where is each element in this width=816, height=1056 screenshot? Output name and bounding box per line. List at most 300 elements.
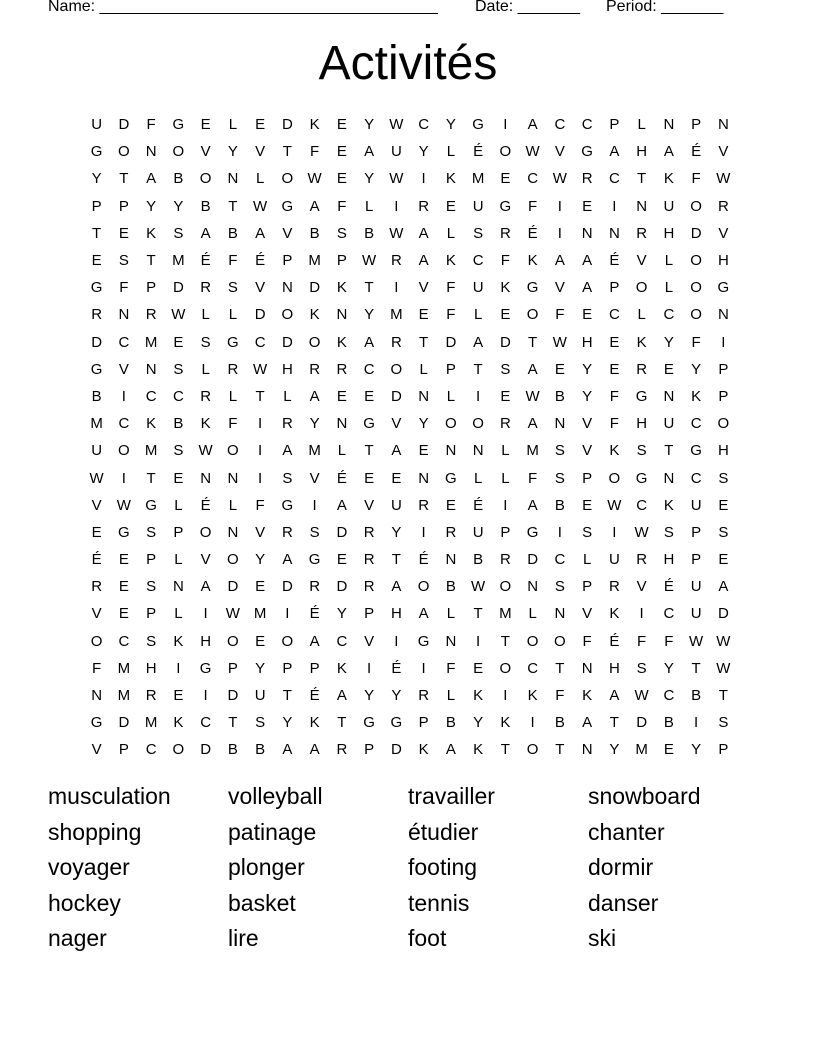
grid-cell[interactable]: G [363, 714, 375, 732]
grid-cell[interactable]: V [636, 578, 647, 596]
grid-cell[interactable]: H [663, 224, 675, 242]
grid-cell[interactable]: W [471, 578, 486, 596]
grid-cell[interactable]: E [500, 170, 511, 188]
grid-cell[interactable]: N [663, 116, 675, 134]
grid-cell[interactable]: K [336, 659, 347, 677]
grid-cell[interactable]: H [663, 551, 675, 569]
grid-cell[interactable]: S [173, 360, 184, 378]
grid-cell[interactable]: T [664, 442, 674, 460]
grid-cell[interactable]: D [636, 714, 648, 732]
grid-cell[interactable]: L [582, 551, 592, 569]
grid-cell[interactable]: M [499, 605, 512, 623]
grid-cell[interactable]: T [473, 605, 483, 623]
grid-cell[interactable]: H [608, 659, 620, 677]
grid-cell[interactable]: A [146, 170, 157, 188]
grid-cell[interactable]: G [635, 387, 648, 405]
grid-cell[interactable]: E [554, 360, 565, 378]
grid-cell[interactable]: H [717, 442, 729, 460]
grid-cell[interactable]: W [253, 197, 268, 215]
grid-cell[interactable]: F [446, 306, 456, 324]
grid-cell[interactable]: F [500, 252, 510, 270]
grid-cell[interactable]: D [445, 333, 457, 351]
grid-cell[interactable]: P [173, 523, 184, 541]
grid-cell[interactable]: N [663, 387, 675, 405]
grid-cell[interactable]: D [527, 551, 539, 569]
grid-cell[interactable]: S [227, 279, 238, 297]
grid-cell[interactable]: R [363, 523, 375, 541]
grid-cell[interactable]: F [555, 306, 565, 324]
grid-cell[interactable]: V [255, 279, 266, 297]
grid-cell[interactable]: W [253, 360, 268, 378]
grid-cell[interactable]: O [390, 360, 403, 378]
grid-cell[interactable]: E [473, 659, 484, 677]
grid-cell[interactable]: O [90, 632, 103, 650]
grid-cell[interactable]: A [200, 224, 211, 242]
grid-cell[interactable]: A [364, 143, 375, 161]
grid-cell[interactable]: N [445, 551, 457, 569]
grid-cell[interactable]: O [526, 632, 539, 650]
grid-cell[interactable]: R [499, 551, 511, 569]
grid-cell[interactable]: O [554, 632, 566, 650]
grid-cell[interactable]: N [336, 415, 348, 433]
grid-cell[interactable]: P [691, 523, 702, 541]
grid-cell[interactable]: U [663, 415, 675, 433]
grid-cell[interactable]: E [418, 442, 429, 460]
grid-cell[interactable]: R [418, 197, 430, 215]
grid-cell[interactable]: G [717, 279, 730, 297]
grid-cell[interactable]: V [582, 605, 593, 623]
grid-cell[interactable]: O [499, 659, 512, 677]
grid-cell[interactable]: I [612, 197, 617, 215]
grid-cell[interactable]: N [717, 116, 729, 134]
grid-cell[interactable]: H [390, 605, 402, 623]
grid-cell[interactable]: G [172, 116, 185, 134]
grid-cell[interactable]: L [228, 496, 238, 514]
grid-cell[interactable]: W [116, 496, 131, 514]
grid-cell[interactable]: C [418, 116, 430, 134]
grid-cell[interactable]: U [472, 279, 484, 297]
grid-cell[interactable]: W [389, 170, 404, 188]
grid-cell[interactable]: F [337, 197, 347, 215]
grid-cell[interactable]: C [608, 306, 620, 324]
grid-cell[interactable]: R [309, 578, 321, 596]
grid-cell[interactable]: N [581, 224, 593, 242]
grid-cell[interactable]: M [144, 442, 158, 460]
grid-cell[interactable]: T [146, 252, 156, 270]
grid-cell[interactable]: I [503, 116, 508, 134]
grid-cell[interactable]: G [118, 523, 130, 541]
grid-cell[interactable]: W [525, 387, 540, 405]
grid-cell[interactable]: S [718, 523, 729, 541]
grid-cell[interactable]: F [664, 632, 674, 650]
grid-cell[interactable]: E [609, 360, 620, 378]
grid-cell[interactable]: S [636, 442, 647, 460]
grid-cell[interactable]: G [472, 116, 484, 134]
grid-cell[interactable]: O [635, 279, 648, 297]
grid-cell[interactable]: E [582, 197, 593, 215]
grid-cell[interactable]: R [608, 578, 620, 596]
grid-cell[interactable]: N [581, 741, 593, 759]
grid-cell[interactable]: C [472, 252, 484, 270]
grid-cell[interactable]: T [718, 687, 728, 705]
grid-cell[interactable]: S [718, 469, 729, 487]
grid-cell[interactable]: S [336, 224, 347, 242]
grid-cell[interactable]: I [721, 333, 726, 351]
grid-cell[interactable]: F [446, 659, 456, 677]
grid-cell[interactable]: W [634, 687, 649, 705]
grid-cell[interactable]: Y [691, 741, 702, 759]
grid-cell[interactable]: L [664, 252, 674, 270]
grid-cell[interactable]: U [690, 605, 702, 623]
grid-cell[interactable]: C [118, 333, 130, 351]
grid-cell[interactable]: Y [255, 659, 266, 677]
grid-cell[interactable]: I [557, 224, 562, 242]
grid-cell[interactable]: M [144, 714, 158, 732]
grid-cell[interactable]: S [309, 523, 320, 541]
grid-cell[interactable]: T [119, 170, 129, 188]
grid-cell[interactable]: P [227, 659, 238, 677]
grid-cell[interactable]: K [173, 632, 184, 650]
grid-cell[interactable]: W [198, 442, 213, 460]
grid-cell[interactable]: I [367, 659, 372, 677]
grid-cell[interactable]: C [145, 741, 157, 759]
grid-cell[interactable]: N [172, 578, 184, 596]
grid-cell[interactable]: M [526, 442, 539, 460]
grid-cell[interactable]: W [525, 143, 540, 161]
grid-cell[interactable]: N [200, 469, 212, 487]
grid-cell[interactable]: P [718, 360, 729, 378]
grid-cell[interactable]: Y [391, 687, 402, 705]
grid-cell[interactable]: Y [609, 741, 620, 759]
grid-cell[interactable]: B [554, 387, 565, 405]
grid-cell[interactable]: I [530, 714, 535, 732]
grid-cell[interactable]: K [609, 605, 620, 623]
grid-cell[interactable]: R [91, 578, 103, 596]
grid-cell[interactable]: O [281, 306, 294, 324]
grid-cell[interactable]: L [283, 387, 292, 405]
grid-cell[interactable]: H [581, 333, 593, 351]
grid-cell[interactable]: I [503, 496, 508, 514]
grid-cell[interactable]: G [90, 714, 103, 732]
period-field-label[interactable]: Period: _______ [606, 0, 724, 15]
grid-cell[interactable]: O [172, 741, 185, 759]
grid-cell[interactable]: V [364, 632, 375, 650]
grid-cell[interactable]: P [445, 360, 456, 378]
grid-cell[interactable]: N [445, 442, 457, 460]
grid-cell[interactable]: C [663, 306, 675, 324]
grid-cell[interactable]: É [255, 252, 266, 270]
grid-cell[interactable]: M [172, 252, 185, 270]
grid-cell[interactable]: U [254, 687, 266, 705]
grid-cell[interactable]: W [716, 170, 731, 188]
grid-cell[interactable]: K [473, 741, 484, 759]
grid-cell[interactable]: L [446, 387, 456, 405]
grid-cell[interactable]: R [281, 415, 293, 433]
grid-cell[interactable]: N [336, 306, 348, 324]
grid-cell[interactable]: R [418, 687, 430, 705]
grid-cell[interactable]: É [309, 687, 320, 705]
grid-cell[interactable]: Y [255, 551, 266, 569]
grid-cell[interactable]: A [609, 687, 620, 705]
grid-cell[interactable]: E [173, 469, 184, 487]
grid-cell[interactable]: P [118, 197, 129, 215]
grid-cell[interactable]: V [718, 224, 729, 242]
grid-cell[interactable]: A [418, 605, 429, 623]
grid-cell[interactable]: I [421, 659, 426, 677]
grid-cell[interactable]: A [473, 333, 484, 351]
grid-cell[interactable]: H [200, 632, 212, 650]
grid-cell[interactable]: O [227, 632, 239, 650]
grid-cell[interactable]: K [500, 714, 511, 732]
grid-cell[interactable]: P [718, 741, 729, 759]
grid-cell[interactable]: A [282, 442, 293, 460]
grid-cell[interactable]: C [118, 415, 130, 433]
grid-cell[interactable]: I [476, 387, 481, 405]
grid-cell[interactable]: N [527, 578, 539, 596]
grid-cell[interactable]: K [309, 306, 320, 324]
grid-cell[interactable]: L [228, 306, 238, 324]
grid-cell[interactable]: S [718, 714, 729, 732]
grid-cell[interactable]: S [173, 442, 184, 460]
grid-cell[interactable]: B [255, 741, 266, 759]
grid-cell[interactable]: E [336, 551, 347, 569]
grid-cell[interactable]: I [203, 605, 208, 623]
grid-cell[interactable]: K [418, 741, 429, 759]
grid-cell[interactable]: N [227, 469, 239, 487]
grid-cell[interactable]: P [364, 605, 375, 623]
grid-cell[interactable]: F [528, 197, 538, 215]
grid-cell[interactable]: A [282, 741, 293, 759]
grid-cell[interactable]: P [282, 252, 293, 270]
grid-cell[interactable]: É [200, 496, 211, 514]
grid-cell[interactable]: T [228, 197, 238, 215]
grid-cell[interactable]: N [145, 143, 157, 161]
grid-cell[interactable]: D [281, 333, 293, 351]
grid-cell[interactable]: F [691, 333, 701, 351]
grid-cell[interactable]: N [281, 279, 293, 297]
grid-cell[interactable]: E [118, 551, 129, 569]
grid-cell[interactable]: M [90, 415, 103, 433]
grid-cell[interactable]: V [391, 415, 402, 433]
grid-cell[interactable]: Y [173, 197, 184, 215]
grid-cell[interactable]: C [663, 605, 675, 623]
word-search-grid[interactable] [83, 111, 737, 764]
grid-cell[interactable]: É [609, 632, 620, 650]
grid-cell[interactable]: S [146, 578, 157, 596]
grid-cell[interactable]: A [582, 252, 593, 270]
grid-cell[interactable]: V [309, 469, 320, 487]
grid-cell[interactable]: H [145, 659, 157, 677]
grid-cell[interactable]: L [446, 224, 456, 242]
grid-cell[interactable]: F [528, 469, 538, 487]
grid-cell[interactable]: I [285, 605, 290, 623]
grid-cell[interactable]: A [309, 387, 320, 405]
grid-cell[interactable]: K [173, 714, 184, 732]
grid-cell[interactable]: A [418, 224, 429, 242]
grid-cell[interactable]: L [637, 116, 646, 134]
grid-cell[interactable]: N [472, 442, 484, 460]
grid-cell[interactable]: V [91, 741, 102, 759]
grid-cell[interactable]: I [394, 197, 399, 215]
grid-cell[interactable]: L [501, 469, 510, 487]
grid-cell[interactable]: E [609, 333, 620, 351]
grid-cell[interactable]: R [445, 523, 457, 541]
grid-cell[interactable]: N [145, 360, 157, 378]
grid-cell[interactable]: P [146, 279, 157, 297]
grid-cell[interactable]: A [527, 360, 538, 378]
grid-cell[interactable]: V [364, 496, 375, 514]
grid-cell[interactable]: N [227, 523, 239, 541]
grid-cell[interactable]: S [255, 714, 266, 732]
grid-cell[interactable]: A [309, 632, 320, 650]
grid-cell[interactable]: I [394, 632, 399, 650]
grid-cell[interactable]: G [281, 197, 294, 215]
grid-cell[interactable]: C [145, 387, 157, 405]
grid-cell[interactable]: P [146, 551, 157, 569]
grid-cell[interactable]: L [174, 605, 183, 623]
grid-cell[interactable]: B [691, 687, 702, 705]
grid-cell[interactable]: I [176, 659, 181, 677]
grid-cell[interactable]: H [281, 360, 293, 378]
grid-cell[interactable]: É [609, 252, 620, 270]
grid-cell[interactable]: O [417, 578, 430, 596]
grid-cell[interactable]: U [390, 496, 402, 514]
grid-cell[interactable]: W [607, 496, 622, 514]
grid-cell[interactable]: B [173, 170, 184, 188]
grid-cell[interactable]: R [390, 252, 402, 270]
grid-cell[interactable]: E [255, 578, 266, 596]
grid-cell[interactable]: R [636, 224, 648, 242]
grid-cell[interactable]: R [336, 741, 348, 759]
grid-cell[interactable]: M [117, 687, 131, 705]
grid-cell[interactable]: A [309, 197, 320, 215]
grid-cell[interactable]: G [227, 333, 239, 351]
grid-cell[interactable]: D [390, 387, 402, 405]
grid-cell[interactable]: V [255, 523, 266, 541]
grid-cell[interactable]: U [91, 442, 103, 460]
grid-cell[interactable]: R [418, 496, 430, 514]
grid-cell[interactable]: G [390, 714, 403, 732]
grid-cell[interactable]: G [281, 496, 294, 514]
grid-cell[interactable]: S [582, 523, 593, 541]
grid-cell[interactable]: L [174, 551, 183, 569]
grid-cell[interactable]: T [500, 741, 510, 759]
grid-cell[interactable]: L [228, 387, 238, 405]
grid-cell[interactable]: N [445, 632, 457, 650]
grid-cell[interactable]: B [445, 578, 456, 596]
grid-cell[interactable]: P [691, 116, 702, 134]
grid-cell[interactable]: F [92, 659, 102, 677]
grid-cell[interactable]: D [281, 578, 293, 596]
grid-cell[interactable]: L [473, 306, 483, 324]
grid-cell[interactable]: É [691, 143, 702, 161]
grid-cell[interactable]: E [336, 387, 347, 405]
grid-cell[interactable]: E [391, 469, 402, 487]
grid-cell[interactable]: G [526, 523, 539, 541]
grid-cell[interactable]: D [336, 578, 348, 596]
grid-cell[interactable]: E [718, 496, 729, 514]
grid-cell[interactable]: Y [336, 605, 347, 623]
grid-cell[interactable]: M [471, 170, 485, 188]
grid-cell[interactable]: E [336, 143, 347, 161]
grid-cell[interactable]: A [336, 687, 347, 705]
grid-cell[interactable]: I [557, 523, 562, 541]
grid-cell[interactable]: B [663, 714, 674, 732]
grid-cell[interactable]: É [663, 578, 674, 596]
grid-cell[interactable]: F [228, 415, 238, 433]
grid-cell[interactable]: N [118, 306, 130, 324]
grid-cell[interactable]: N [227, 170, 239, 188]
grid-cell[interactable]: T [364, 279, 374, 297]
grid-cell[interactable]: N [554, 605, 566, 623]
grid-cell[interactable]: M [144, 333, 158, 351]
grid-cell[interactable]: E [200, 116, 211, 134]
grid-cell[interactable]: O [227, 442, 239, 460]
grid-cell[interactable]: T [609, 714, 619, 732]
grid-cell[interactable]: A [663, 143, 674, 161]
grid-cell[interactable]: F [255, 496, 265, 514]
name-field-label[interactable]: Name: ______________________________________ [48, 0, 438, 15]
grid-cell[interactable]: S [282, 469, 293, 487]
grid-cell[interactable]: R [363, 551, 375, 569]
grid-cell[interactable]: C [172, 387, 184, 405]
grid-cell[interactable]: T [146, 469, 156, 487]
grid-cell[interactable]: S [663, 523, 674, 541]
grid-cell[interactable]: E [418, 306, 429, 324]
grid-cell[interactable]: P [91, 197, 102, 215]
grid-cell[interactable]: F [146, 116, 156, 134]
grid-cell[interactable]: T [364, 442, 374, 460]
grid-cell[interactable]: W [716, 659, 731, 677]
grid-cell[interactable]: G [581, 143, 593, 161]
grid-cell[interactable]: L [501, 442, 510, 460]
grid-cell[interactable]: U [690, 578, 702, 596]
grid-cell[interactable]: T [391, 551, 401, 569]
grid-cell[interactable]: Y [582, 387, 593, 405]
grid-cell[interactable]: S [554, 469, 565, 487]
grid-cell[interactable]: D [227, 687, 239, 705]
grid-cell[interactable]: W [716, 632, 731, 650]
grid-cell[interactable]: B [173, 415, 184, 433]
grid-cell[interactable]: D [499, 333, 511, 351]
grid-cell[interactable]: I [476, 632, 481, 650]
grid-cell[interactable]: O [690, 279, 702, 297]
grid-cell[interactable]: D [227, 578, 239, 596]
grid-cell[interactable]: N [717, 306, 729, 324]
grid-cell[interactable]: R [145, 687, 157, 705]
grid-cell[interactable]: O [499, 578, 512, 596]
grid-cell[interactable]: M [308, 252, 321, 270]
grid-cell[interactable]: L [228, 116, 238, 134]
grid-cell[interactable]: K [336, 279, 347, 297]
grid-cell[interactable]: R [200, 279, 212, 297]
grid-cell[interactable]: E [445, 496, 456, 514]
grid-cell[interactable]: D [254, 306, 266, 324]
grid-cell[interactable]: A [527, 415, 538, 433]
grid-cell[interactable]: S [554, 442, 565, 460]
grid-cell[interactable]: W [552, 170, 567, 188]
grid-cell[interactable]: G [90, 279, 103, 297]
grid-cell[interactable]: L [446, 687, 456, 705]
grid-cell[interactable]: R [227, 360, 239, 378]
grid-cell[interactable]: É [527, 224, 538, 242]
grid-cell[interactable]: H [636, 143, 648, 161]
grid-cell[interactable]: I [121, 387, 126, 405]
grid-cell[interactable]: B [554, 496, 565, 514]
grid-cell[interactable]: P [309, 659, 320, 677]
grid-cell[interactable]: G [90, 360, 103, 378]
grid-cell[interactable]: Y [364, 687, 375, 705]
